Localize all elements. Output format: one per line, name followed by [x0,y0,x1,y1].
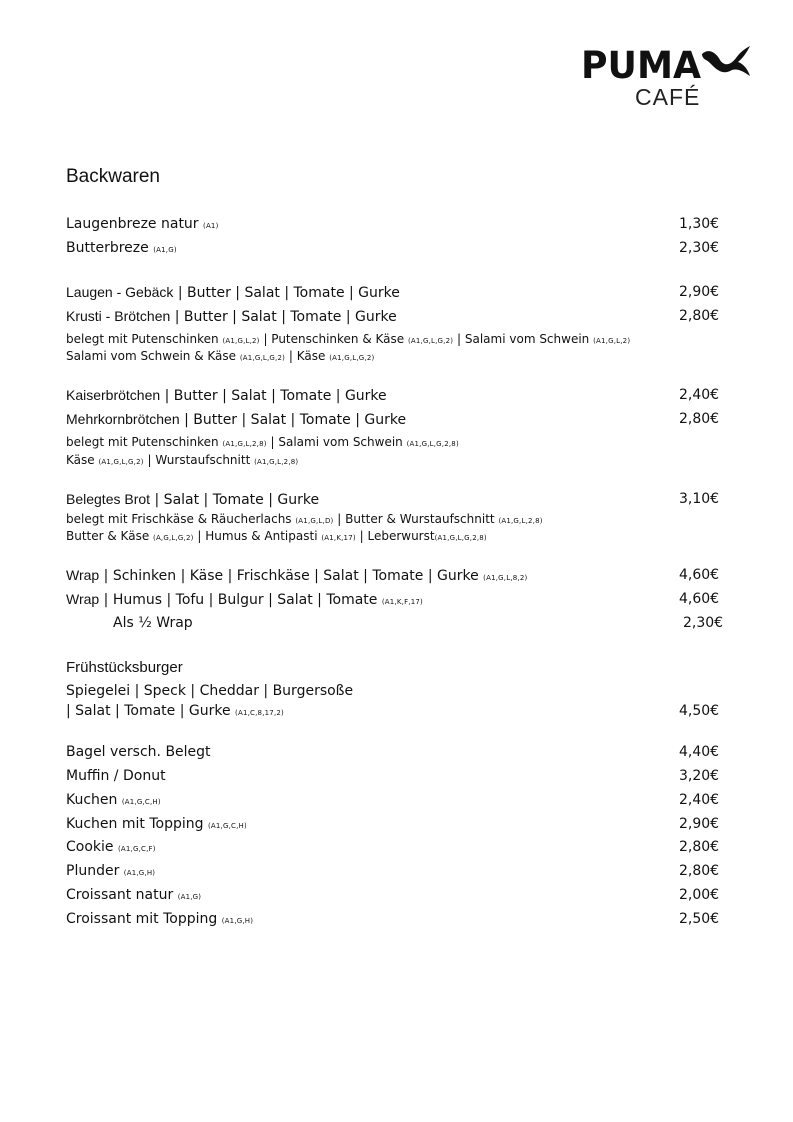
item-price: 2,80€ [679,308,720,324]
option-text: | Käse [285,349,330,363]
menu-item [66,767,166,785]
item-name: Als ½ Wrap [113,615,193,631]
section-title: Backwaren [66,166,160,187]
option-text: | Leberwurst [355,529,435,543]
option-text: Salami vom Schwein & Käse [66,349,240,363]
allergen-codes: (A1,G,L,2) [593,337,631,345]
item-toppings: | Humus | Tofu | Bulgur | Salat | Tomate [99,592,382,608]
menu-item [66,490,319,509]
item-price: 4,60€ [679,591,720,607]
allergen-codes: (A1,G) [177,893,202,901]
menu-item [66,910,253,930]
item-name: Butterbreze [66,240,149,256]
item-name: Cookie [66,839,118,855]
menu-item [66,862,155,882]
allergen-codes: (A1,G,L,D) [295,517,334,525]
item-price: 2,40€ [679,387,720,403]
item-toppings: | Butter | Salat | Tomate | Gurke [170,309,397,325]
allergen-codes: (A1,K,17) [321,534,356,542]
item-price: 2,90€ [679,816,720,832]
menu-item [66,215,219,235]
allergen-codes: (A1,G,L,2,8) [254,458,299,466]
logo-cafe-text: CAFÉ [635,84,701,110]
item-lead: Mehrkornbrötchen [66,411,180,427]
menu-item [66,283,400,302]
item-price: 3,20€ [679,768,720,784]
allergen-codes: (A1,G,C,H) [121,798,161,806]
menu-item [66,702,284,722]
menu-item [66,386,387,405]
option-text: belegt mit Frischkäse & Räucherlachs [66,512,296,526]
option-text: | Putenschinken & Käse [259,332,408,346]
menu-item [113,614,193,632]
allergen-codes: (A1,G,L,2,8) [222,440,267,448]
allergen-codes: (A1,G,L,G,2) [239,354,286,362]
item-name: Muffin / Donut [66,768,166,784]
menu-item [66,239,177,259]
item-price: 2,00€ [679,887,720,903]
item-price: 4,50€ [679,703,720,719]
option-text: | Humus & Antipasti [193,529,322,543]
item-price: 2,30€ [679,240,720,256]
burger-ingredients: Spiegelei | Speck | Cheddar | Burgersoße [66,683,354,699]
menu-item [66,743,211,761]
allergen-codes: (A1,G,L,G,2) [407,337,454,345]
item-lead: Laugen - Gebäck [66,284,174,300]
item-price: 4,40€ [679,744,720,760]
item-name: Laugenbreze natur [66,216,199,232]
menu-item [66,410,406,429]
item-options [66,511,543,529]
allergen-codes: (A1,G,C,H) [207,822,247,830]
option-text: belegt mit Putenschinken [66,435,223,449]
item-options [66,528,487,546]
allergen-codes: (A,G,L,G,2) [153,534,194,542]
item-lead: Belegtes Brot [66,491,151,507]
item-options [66,348,374,366]
allergen-codes: (A1,G,L,G,2,8) [406,440,459,448]
item-price: 2,80€ [679,411,720,427]
item-toppings: | Butter | Salat | Tomate | Gurke [179,412,407,428]
allergen-codes: (A1) [203,222,219,230]
allergen-codes: (A1,G,L,G,2,8) [434,534,487,542]
item-toppings: | Butter | Salat | Tomate | Gurke [160,388,387,404]
allergen-codes: (A1,G,L,8,2) [483,574,528,582]
item-name: Kuchen mit Topping [66,816,208,832]
item-lead: Krusti - Brötchen [66,308,171,324]
option-text: Butter & Käse [66,529,154,543]
item-price: 2,80€ [679,863,720,879]
option-text: Käse [66,453,99,467]
item-lead: Kaiserbrötchen [66,387,161,403]
item-lead: Wrap [66,591,100,607]
allergen-codes: (A1,K,F,17) [381,598,423,606]
item-options [66,434,459,452]
item-toppings: | Salat | Tomate | Gurke [150,492,320,508]
allergen-codes: (A1,C,8,17,2) [235,709,284,717]
option-text: | Wurstaufschnitt [143,453,255,467]
item-options [66,452,298,470]
item-price: 2,40€ [679,792,720,808]
item-toppings: | Butter | Salat | Tomate | Gurke [173,285,400,301]
item-name: Plunder [66,863,124,879]
allergen-codes: (A1,G) [153,246,177,254]
item-lead: Wrap [66,567,100,583]
allergen-codes: (A1,G,L,G,2) [329,354,375,362]
item-options [66,331,630,349]
item-price: 3,10€ [679,491,720,507]
menu-item [66,838,156,858]
option-text: | Butter & Wurstaufschnitt [333,512,499,526]
item-price: 4,60€ [679,567,720,583]
allergen-codes: (A1,G,H) [221,917,254,925]
item-price: 2,80€ [679,839,720,855]
allergen-codes: (A1,G,L,G,2) [98,458,144,466]
menu-item [66,791,161,811]
item-price: 2,90€ [679,284,720,300]
item-price: 2,50€ [679,911,720,927]
item-name: Bagel versch. Belegt [66,744,211,760]
svg-text:PUMA: PUMA [581,44,702,87]
puma-cafe-logo [578,40,756,114]
allergen-codes: (A1,G,L,2,8) [498,517,543,525]
burger-title: Frühstücksburger [66,659,183,676]
item-price: 1,30€ [679,216,720,232]
item-price: 2,30€ [683,615,724,631]
option-text: | Salami vom Schwein [453,332,594,346]
allergen-codes: (A1,G,L,2) [222,337,260,345]
item-name: Croissant natur [66,887,178,903]
allergen-codes: (A1,G,H) [123,869,156,877]
item-name: Croissant mit Topping [66,911,222,927]
item-name: Kuchen [66,792,122,808]
item-name: | Salat | Tomate | Gurke [66,703,236,719]
item-toppings: | Schinken | Käse | Frischkäse | Salat | Tomate | Gurke [99,568,484,584]
menu-item [66,590,423,611]
menu-item [66,307,397,326]
option-text: | Salami vom Schwein [266,435,407,449]
menu-item [66,566,527,587]
allergen-codes: (A1,G,C,F) [117,845,156,853]
menu-item [66,886,201,906]
menu-item [66,815,247,835]
option-text: belegt mit Putenschinken [66,332,223,346]
